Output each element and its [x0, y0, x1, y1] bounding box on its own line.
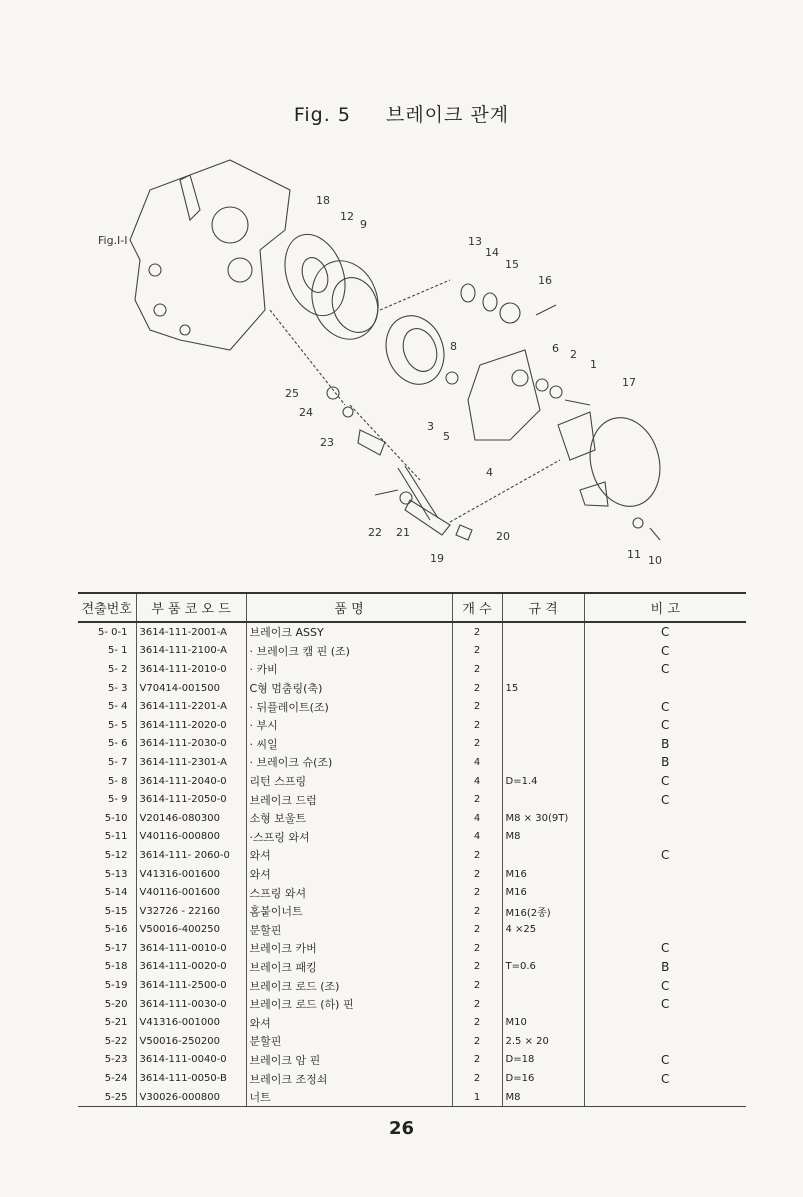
quantity-cell: 4 [452, 772, 502, 791]
page-title [0, 100, 803, 127]
quantity-cell: 2 [452, 939, 502, 958]
callout-20: 20 [496, 530, 510, 543]
remarks-cell [584, 1088, 746, 1107]
quantity-cell: 4 [452, 809, 502, 828]
spec-cell: T=0.6 [502, 958, 584, 977]
part-code-cell: 3614-111-2010-0 [136, 660, 246, 679]
figure-reference-label: Fig.I-I [98, 234, 128, 247]
part-name-cell: 브레이크 암 핀 [246, 1051, 452, 1070]
spec-cell: 2.5 × 20 [502, 1032, 584, 1051]
remarks-cell: C [584, 790, 746, 809]
part-name-cell: 브레이크 드럼 [246, 790, 452, 809]
quantity-cell: 2 [452, 1013, 502, 1032]
spec-cell: D=1.4 [502, 772, 584, 791]
spec-cell: M8 [502, 828, 584, 847]
callout-13: 13 [468, 235, 482, 248]
part-code-cell: 3614-111-2100-A [136, 642, 246, 661]
part-name-cell: 분할핀 [246, 1032, 452, 1051]
item-number-cell: 5- 7 [107, 756, 128, 768]
part-name-cell: · 뒤플레이트(조) [246, 697, 452, 716]
spec-cell: M8 × 30(9T) [502, 809, 584, 828]
part-code-cell: 3614-111-2201-A [136, 697, 246, 716]
callout-9: 9 [360, 218, 367, 231]
spec-cell: 4 ×25 [502, 921, 584, 940]
table-row [78, 1032, 746, 1051]
callout-14: 14 [485, 246, 499, 259]
callout-3: 3 [427, 420, 434, 433]
spec-cell [502, 995, 584, 1014]
part-code-cell: V50016-250200 [136, 1032, 246, 1051]
table-row [78, 1051, 746, 1070]
quantity-cell: 2 [452, 660, 502, 679]
part-code-cell: 3614-111-0050-B [136, 1069, 246, 1088]
part-code-cell: 3614-111-0020-0 [136, 958, 246, 977]
table-row [78, 902, 746, 921]
remarks-cell: C [584, 995, 746, 1014]
figure-title: 브레이크 관계 [385, 104, 510, 126]
table-row [78, 865, 746, 884]
col-header-part-name: 품 명 [246, 593, 452, 622]
item-number-cell: 5- 0-1 [98, 626, 128, 638]
table-row [78, 828, 746, 847]
table-row [78, 772, 746, 791]
quantity-cell: 2 [452, 865, 502, 884]
part-name-cell: 와셔 [246, 865, 452, 884]
remarks-cell: B [584, 753, 746, 772]
part-code-cell: V40116-001600 [136, 883, 246, 902]
callout-24: 24 [299, 406, 313, 419]
quantity-cell: 2 [452, 921, 502, 940]
spec-cell [502, 735, 584, 754]
spec-cell [502, 622, 584, 642]
item-number-cell: 5-14 [104, 887, 128, 899]
part-name-cell: · 브레이크 슈(조) [246, 753, 452, 772]
item-number-cell: 5-18 [104, 961, 128, 973]
spec-cell: D=18 [502, 1051, 584, 1070]
quantity-cell: 2 [452, 995, 502, 1014]
item-number-cell: 5-22 [104, 1035, 128, 1047]
part-code-cell: 3614-111-0030-0 [136, 995, 246, 1014]
quantity-cell: 2 [452, 902, 502, 921]
part-name-cell: 브레이크 카버 [246, 939, 452, 958]
quantity-cell: 4 [452, 828, 502, 847]
spec-cell [502, 660, 584, 679]
part-name-cell: · 카비 [246, 660, 452, 679]
table-row [78, 790, 746, 809]
quantity-cell: 2 [452, 679, 502, 698]
parts-table [78, 592, 746, 1107]
item-number-cell: 5-23 [104, 1054, 128, 1066]
item-number-cell: 5-11 [104, 831, 128, 843]
item-number-cell: 5- 2 [107, 663, 128, 675]
callout-19: 19 [430, 552, 444, 565]
callout-6: 6 [552, 342, 559, 355]
item-number-cell: 5-17 [104, 942, 128, 954]
callout-21: 21 [396, 526, 410, 539]
spec-cell [502, 790, 584, 809]
part-name-cell: 브레이크 ASSY [246, 622, 452, 642]
remarks-cell [584, 828, 746, 847]
remarks-cell: C [584, 660, 746, 679]
quantity-cell: 2 [452, 622, 502, 642]
table-header-row [78, 593, 746, 622]
remarks-cell: C [584, 1069, 746, 1088]
callout-16: 16 [538, 274, 552, 287]
remarks-cell: C [584, 939, 746, 958]
col-header-part-code: 부 품 코 오 드 [136, 593, 246, 622]
part-name-cell: · 부시 [246, 716, 452, 735]
callout-10: 10 [648, 554, 662, 567]
remarks-cell [584, 1013, 746, 1032]
item-number-cell: 5-19 [104, 980, 128, 992]
part-code-cell: V70414-001500 [136, 679, 246, 698]
item-number-cell: 5-13 [104, 868, 128, 880]
callout-5: 5 [443, 430, 450, 443]
part-code-cell: 3614-111-2301-A [136, 753, 246, 772]
item-number-cell: 5- 1 [107, 645, 128, 657]
remarks-cell [584, 809, 746, 828]
item-number-cell: 5-15 [104, 905, 128, 917]
callout-8: 8 [450, 340, 457, 353]
item-number-cell: 5- 4 [107, 701, 128, 713]
part-name-cell: 와셔 [246, 846, 452, 865]
remarks-cell [584, 679, 746, 698]
callout-23: 23 [320, 436, 334, 449]
remarks-cell [584, 865, 746, 884]
table-row [78, 809, 746, 828]
remarks-cell: C [584, 846, 746, 865]
table-row [78, 1013, 746, 1032]
remarks-cell: B [584, 958, 746, 977]
table-row [78, 622, 746, 642]
part-name-cell: 브레이크 조정쇠 [246, 1069, 452, 1088]
callout-15: 15 [505, 258, 519, 271]
table-row [78, 846, 746, 865]
part-name-cell: ·스프링 와셔 [246, 828, 452, 847]
remarks-cell: C [584, 716, 746, 735]
callout-25: 25 [285, 387, 299, 400]
part-name-cell: 리턴 스프링 [246, 772, 452, 791]
remarks-cell: C [584, 642, 746, 661]
item-number-cell: 5- 8 [107, 775, 128, 787]
table-row [78, 735, 746, 754]
quantity-cell: 2 [452, 735, 502, 754]
table-row [78, 679, 746, 698]
table-row [78, 1088, 746, 1107]
spec-cell [502, 697, 584, 716]
part-code-cell: V41316-001600 [136, 865, 246, 884]
part-code-cell: V30026-000800 [136, 1088, 246, 1107]
item-number-cell: 5- 9 [107, 794, 128, 806]
callout-22: 22 [368, 526, 382, 539]
table-row [78, 716, 746, 735]
quantity-cell: 2 [452, 958, 502, 977]
spec-cell [502, 716, 584, 735]
table-row [78, 660, 746, 679]
quantity-cell: 2 [452, 1032, 502, 1051]
remarks-cell: C [584, 622, 746, 642]
part-code-cell: 3614-111- 2060-0 [136, 846, 246, 865]
part-name-cell: · 씨일 [246, 735, 452, 754]
item-number-cell: 5- 6 [107, 738, 128, 750]
callout-12: 12 [340, 210, 354, 223]
spec-cell [502, 753, 584, 772]
part-code-cell: 3614-111-2030-0 [136, 735, 246, 754]
part-name-cell: C형 멈춤링(축) [246, 679, 452, 698]
quantity-cell: 2 [452, 716, 502, 735]
callout-11: 11 [627, 548, 641, 561]
part-name-cell: 브레이크 패킹 [246, 958, 452, 977]
table-row [78, 995, 746, 1014]
quantity-cell: 2 [452, 1069, 502, 1088]
quantity-cell: 4 [452, 753, 502, 772]
part-code-cell: 3614-111-2500-0 [136, 976, 246, 995]
remarks-cell: C [584, 1051, 746, 1070]
callout-17: 17 [622, 376, 636, 389]
table-row [78, 939, 746, 958]
part-code-cell: 3614-111-2050-0 [136, 790, 246, 809]
part-name-cell: 브레이크 로드 (하) 핀 [246, 995, 452, 1014]
item-number-cell: 5-21 [104, 1017, 128, 1029]
spec-cell [502, 642, 584, 661]
part-code-cell: 3614-111-0010-0 [136, 939, 246, 958]
col-header-index: 견출번호 [78, 593, 136, 622]
remarks-cell: C [584, 772, 746, 791]
part-name-cell: 너트 [246, 1088, 452, 1107]
spec-cell [502, 846, 584, 865]
exploded-parts-diagram [80, 150, 680, 580]
spec-cell: M16 [502, 883, 584, 902]
table-row [78, 642, 746, 661]
part-code-cell: 3614-111-2001-A [136, 622, 246, 642]
page-number: 26 [388, 1118, 415, 1139]
col-header-spec: 규 격 [502, 593, 584, 622]
remarks-cell: C [584, 976, 746, 995]
callout-4: 4 [486, 466, 493, 479]
table-row [78, 1069, 746, 1088]
part-code-cell: 3614-111-2040-0 [136, 772, 246, 791]
part-code-cell: 3614-111-0040-0 [136, 1051, 246, 1070]
remarks-cell: C [584, 697, 746, 716]
spec-cell: M16 [502, 865, 584, 884]
table-row [78, 921, 746, 940]
spec-cell: D=16 [502, 1069, 584, 1088]
spec-cell: M16(2종) [502, 902, 584, 921]
table-row [78, 697, 746, 716]
item-number-cell: 5- 3 [107, 682, 128, 694]
quantity-cell: 2 [452, 642, 502, 661]
part-name-cell: 브레이크 로드 (조) [246, 976, 452, 995]
quantity-cell: 1 [452, 1088, 502, 1107]
part-code-cell: V32726 - 22160 [136, 902, 246, 921]
remarks-cell [584, 883, 746, 902]
item-number-cell: 5-20 [104, 998, 128, 1010]
quantity-cell: 2 [452, 1051, 502, 1070]
remarks-cell [584, 902, 746, 921]
part-name-cell: 분할핀 [246, 921, 452, 940]
spec-cell [502, 976, 584, 995]
part-name-cell: 홈붙이너트 [246, 902, 452, 921]
callout-18: 18 [316, 194, 330, 207]
part-code-cell: V40116-000800 [136, 828, 246, 847]
item-number-cell: 5-10 [104, 812, 128, 824]
quantity-cell: 2 [452, 790, 502, 809]
table-row [78, 976, 746, 995]
callout-1: 1 [590, 358, 597, 371]
item-number-cell: 5- 5 [107, 719, 128, 731]
table-row [78, 883, 746, 902]
item-number-cell: 5-12 [104, 849, 128, 861]
remarks-cell [584, 921, 746, 940]
table-row [78, 958, 746, 977]
part-code-cell: V41316-001000 [136, 1013, 246, 1032]
spec-cell [502, 939, 584, 958]
quantity-cell: 2 [452, 883, 502, 902]
part-name-cell: · 브레이크 캠 핀 (조) [246, 642, 452, 661]
quantity-cell: 2 [452, 976, 502, 995]
col-header-remarks: 비 고 [584, 593, 746, 622]
part-code-cell: V20146-080300 [136, 809, 246, 828]
item-number-cell: 5-24 [104, 1073, 128, 1085]
part-code-cell: V50016-400250 [136, 921, 246, 940]
part-code-cell: 3614-111-2020-0 [136, 716, 246, 735]
spec-cell: 15 [502, 679, 584, 698]
quantity-cell: 2 [452, 697, 502, 716]
quantity-cell: 2 [452, 846, 502, 865]
remarks-cell [584, 1032, 746, 1051]
item-number-cell: 5-25 [78, 1088, 136, 1107]
part-name-cell: 와셔 [246, 1013, 452, 1032]
spec-cell: M8 [502, 1088, 584, 1107]
table-row [78, 753, 746, 772]
remarks-cell: B [584, 735, 746, 754]
col-header-quantity: 개 수 [452, 593, 502, 622]
part-name-cell: 소형 보울트 [246, 809, 452, 828]
part-name-cell: 스프링 와셔 [246, 883, 452, 902]
spec-cell: M10 [502, 1013, 584, 1032]
figure-label: Fig. 5 [293, 104, 351, 126]
callout-2: 2 [570, 348, 577, 361]
item-number-cell: 5-16 [104, 924, 128, 936]
